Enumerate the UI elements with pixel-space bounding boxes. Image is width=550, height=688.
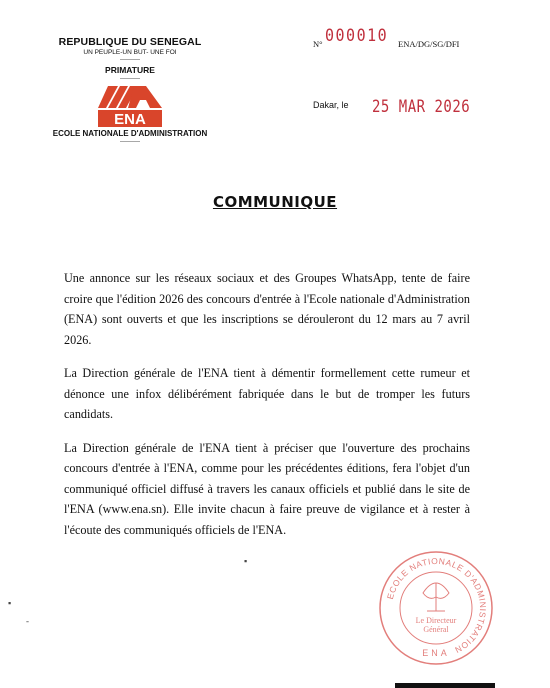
scan-edge-bar (395, 683, 495, 688)
seal-bottom-text: ENA (422, 648, 450, 658)
paragraph: La Direction générale de l'ENA tient à préciser que l'ouverture des prochains concours d'entrée à l'ENA, comme pour les précédentes éditions, fera l'objet d'un communiqué officiel diffusé à travers les canaux officiels et publié dans le site de l'ENA (www.ena.sn). Elle invite chacun à faire preuve de vigilance et à rester à l'écoute des communiqués officiels de l'ENA. (64, 440, 470, 537)
logo-text: ENA (114, 111, 146, 128)
reference-prefix: N° (313, 39, 323, 49)
school-name: ECOLE NATIONALE D'ADMINISTRATION (52, 129, 208, 138)
national-motto: UN PEUPLE-UN BUT- UNE FOI (83, 49, 177, 56)
separator: ---------- (120, 57, 140, 63)
official-seal-stamp (377, 549, 495, 667)
document-body (64, 268, 470, 553)
reference-suffix: ENA/DG/SG/DFI (398, 39, 460, 49)
ena-logo (98, 86, 162, 128)
paragraph: Une annonce sur les réseaux sociaux et des Groupes WhatsApp, tente de faire croire que l'édition 2026 des concours d'entrée à l'Ecole nationale d'Administration (ENA) sont ouverts et que les inscriptions se dérouleront du 12 mars au 7 avril 2026. (64, 271, 470, 347)
document-title: COMMUNIQUE (212, 193, 338, 211)
seal-ring-text: ECOLE NATIONALE D'ADMINISTRATION (384, 555, 489, 656)
paragraph: La Direction générale de l'ENA tient à démentir formellement cette rumeur et dénonce une infox délibérément fabriquée dans le but de tromper les futurs candidats. (64, 366, 470, 421)
reference-number-stamp: 000010 (325, 24, 389, 46)
letterhead (40, 36, 220, 146)
country-name: REPUBLIQUE DU SENEGAL (58, 36, 202, 48)
scan-speck: - (26, 616, 29, 626)
ministry-name: PRIMATURE (105, 65, 155, 75)
separator: ---------- (120, 76, 140, 82)
seal-center-line2: Général (423, 625, 449, 634)
date-stamp: 25 MAR 2026 (372, 97, 471, 117)
seal-center-line1: Le Directeur (415, 616, 457, 625)
scan-speck: ▪ (244, 556, 248, 566)
separator: ---------- (120, 139, 140, 145)
scan-speck: ▪ (8, 598, 12, 608)
date-label: Dakar, le (313, 100, 349, 110)
